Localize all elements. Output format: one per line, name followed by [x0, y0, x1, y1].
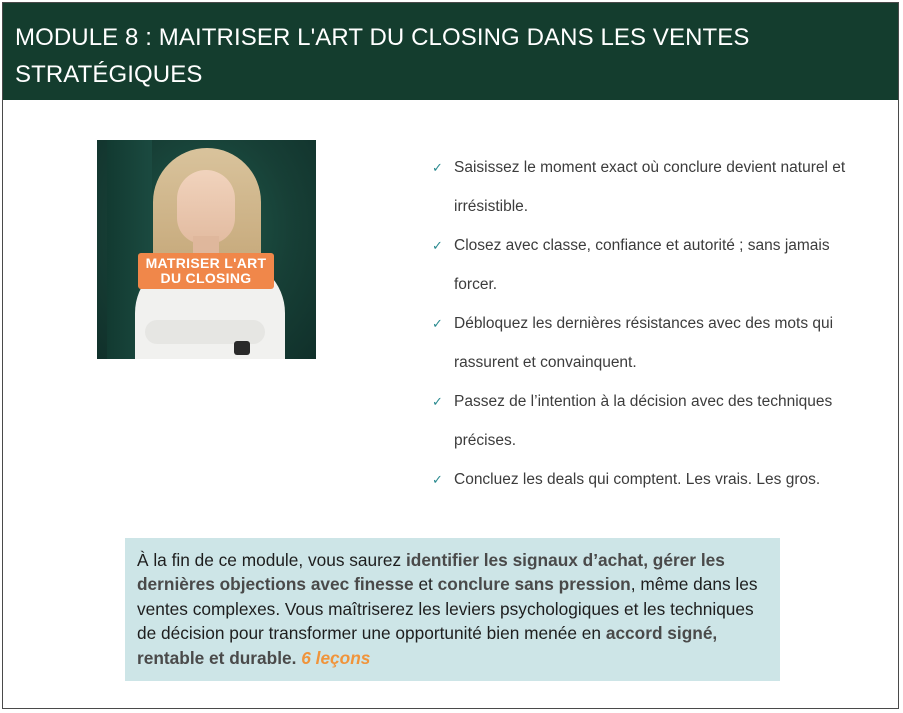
check-icon: ✓ — [432, 160, 443, 175]
module-card — [2, 2, 899, 709]
summary-middle: , même dans les ventes complexes. Vous maîtriserez les leviers psychologiques et les techniques de décision pour transformer une opportunité bien menée en — [137, 574, 758, 644]
module-header — [3, 3, 898, 100]
benefit-item — [430, 382, 860, 460]
benefit-text: Saisissez le moment exact où conclure devient naturel et irrésistible. — [454, 159, 846, 215]
module-title: MODULE 8 : MAITRISER L'ART DU CLOSING DANS LES VENTES STRATÉGIQUES — [15, 24, 750, 88]
summary-intro: À la fin de ce module, vous saurez — [137, 550, 406, 570]
image-badge — [138, 253, 274, 289]
summary-highlight-objections: gérer les dernières objections avec finesse — [137, 550, 725, 595]
benefit-item — [430, 460, 860, 499]
summary-highlight-pressure: conclure sans pression — [437, 574, 631, 595]
summary-separator: , — [643, 550, 653, 570]
summary-highlight-agreement: accord signé, rentable et durable. — [137, 623, 718, 668]
watch-icon — [234, 341, 250, 355]
benefit-text: Débloquez les dernières résistances avec des mots qui rassurent et convainquent. — [454, 315, 834, 371]
benefit-text: Concluez les deals qui comptent. Les vrais. Les gros. — [454, 471, 821, 488]
summary-highlight-signals: identifier les signaux d’achat — [405, 550, 644, 570]
benefit-item — [430, 226, 860, 304]
benefits-list — [430, 148, 860, 499]
benefit-text: Closez avec classe, confiance et autorité ; sans jamais forcer. — [454, 237, 830, 293]
image-badge-line1: MATRISER L'ART — [145, 255, 267, 271]
benefit-item — [430, 148, 860, 226]
lessons-count: 6 leçons — [301, 647, 371, 668]
summary-separator: et — [413, 574, 438, 595]
module-cover-image — [97, 140, 316, 359]
benefit-item — [430, 304, 860, 382]
check-icon: ✓ — [432, 472, 443, 487]
check-icon: ✓ — [432, 394, 443, 409]
module-summary — [125, 538, 780, 681]
check-icon: ✓ — [432, 238, 443, 253]
portrait-face — [177, 170, 235, 244]
check-icon: ✓ — [432, 316, 443, 331]
benefit-text: Passez de l’intention à la décision avec des techniques précises. — [454, 393, 833, 449]
image-badge-line2: DU CLOSING — [160, 270, 252, 286]
